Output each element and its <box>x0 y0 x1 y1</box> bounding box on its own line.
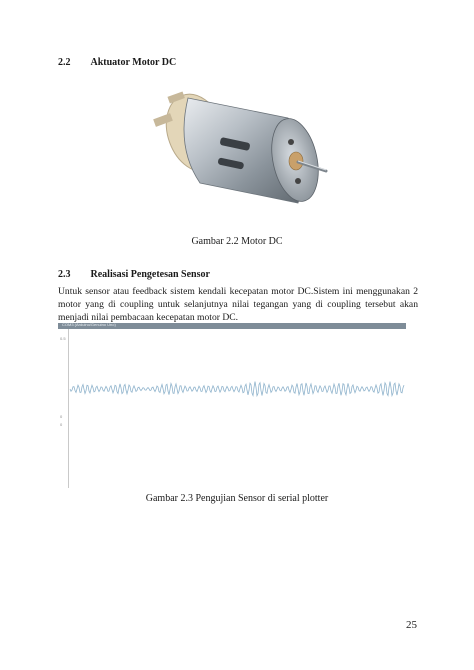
figure-caption-2-2: Gambar 2.2 Motor DC <box>191 236 283 247</box>
section-title: Realisasi Pengetesan Sensor <box>90 269 210 280</box>
plotter-y-tick-low: 0 <box>60 422 63 427</box>
plotter-y-tick-mid: 0 <box>60 414 63 419</box>
body-paragraph: Untuk sensor atau feedback sistem kendali kecepatan motor DC.Sistem ini menggunakan 2 motor yang di coupling untuk selanjutnya nilai tegangan yang di coupling tersebut akan menjadi nilai pembacaan kecepatan motor DC. <box>58 286 418 323</box>
section-title: Aktuator Motor DC <box>90 57 177 68</box>
plotter-window-title: COM3 (Arduino/Genuino Uno) <box>62 322 116 327</box>
section-number: 2.3 <box>58 269 71 280</box>
figure-caption-2-3: Gambar 2.3 Pengujian Sensor di serial plotter <box>145 493 329 504</box>
serial-plotter-screenshot <box>58 323 406 488</box>
plotter-y-tick-top: 0.5 <box>60 336 66 341</box>
section-heading-2-3 <box>58 269 210 280</box>
dc-motor-image <box>148 78 338 228</box>
plotter-signal-line <box>70 382 404 396</box>
section-number: 2.2 <box>58 57 71 68</box>
section-heading-2-2 <box>58 57 176 68</box>
plotter-signal-area <box>58 323 406 488</box>
page-number: 25 <box>406 619 417 631</box>
